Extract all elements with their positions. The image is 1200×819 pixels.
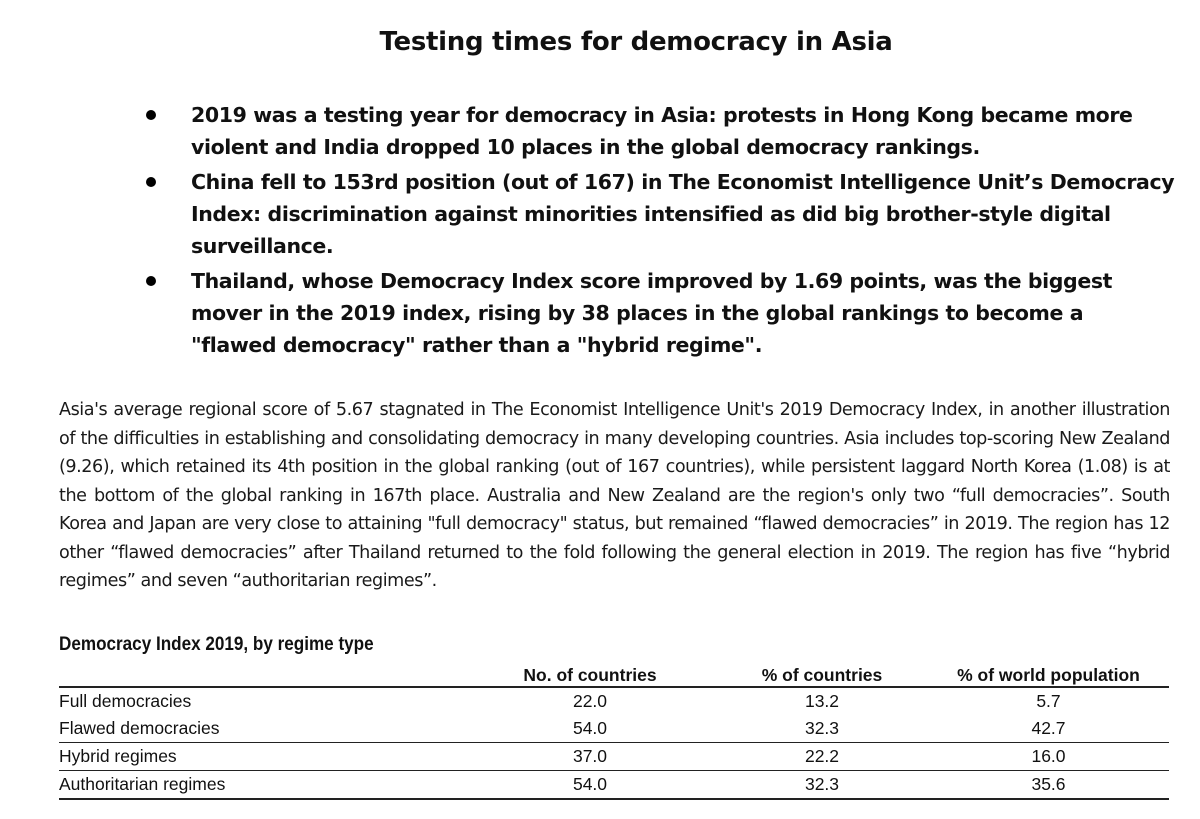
pct-population-cell: 35.6 xyxy=(928,771,1169,800)
countries-cell: 37.0 xyxy=(464,743,716,771)
bullet-icon xyxy=(146,276,156,286)
pct-population-cell: 42.7 xyxy=(928,715,1169,743)
column-header xyxy=(59,658,464,687)
key-point-text: Thailand, whose Democracy Index score improved by 1.69 points, was the biggest mover in the 2019 index, rising by 38 places in the global rankings to become a "flawed democracy" rather than a "hybrid regime". xyxy=(191,269,1113,357)
pct-countries-cell: 22.2 xyxy=(716,743,928,771)
pct-countries-cell: 32.3 xyxy=(716,771,928,800)
regime-label: Flawed democracies xyxy=(59,715,464,743)
key-point xyxy=(140,166,1175,262)
pct-countries-cell: 13.2 xyxy=(804,691,840,711)
pct-countries-cell: 32.3 xyxy=(716,715,928,743)
regime-label: Hybrid regimes xyxy=(59,743,464,771)
page-title: Testing times for democracy in Asia xyxy=(379,27,893,57)
table-title: Democracy Index 2019, by regime type xyxy=(59,634,374,655)
table-header-row xyxy=(59,658,1169,687)
regime-table xyxy=(59,658,1169,800)
bullet-icon xyxy=(146,177,156,187)
column-header: No. of countries xyxy=(464,658,716,687)
table-row xyxy=(59,743,1169,771)
key-point xyxy=(140,99,1175,163)
pct-population-cell: 16.0 xyxy=(928,743,1169,771)
table-row xyxy=(59,771,1169,800)
bullet-icon xyxy=(146,110,156,120)
table-row xyxy=(59,715,1169,743)
key-points-list xyxy=(140,99,1175,364)
key-point-text: 2019 was a testing year for democracy in Asia: protests in Hong Kong became more violent and India dropped 10 places in the global democracy rankings. xyxy=(191,103,1133,159)
key-point xyxy=(140,265,1175,361)
countries-cell: 22.0 xyxy=(572,691,608,711)
countries-cell: 54.0 xyxy=(464,715,716,743)
summary-paragraph: Asia's average regional score of 5.67 stagnated in The Economist Intelligence Unit's 2019 Democracy Index, in another illustration of the difficulties in establishing and consolidating democracy in many developing countries. Asia includes top-scoring New Zealand (9.26), which retained its 4th position in the global ranking (out of 167 countries), while persistent laggard North Korea (1.08) is at the bottom of the global ranking in 167th place. Australia and New Zealand are the region's only two “full democracies”. South Korea and Japan are very close to attaining "full democracy" status, but remained “flawed democracies” in 2019. The region has 12 other “flawed democracies” after Thailand returned to the fold following the general election in 2019. The region has five “hybrid regimes” and seven “authoritarian regimes”. xyxy=(59,400,1170,591)
countries-cell: 54.0 xyxy=(464,771,716,800)
regime-label: Authoritarian regimes xyxy=(59,771,464,800)
table-row xyxy=(59,687,1169,715)
key-point-text: China fell to 153rd position (out of 167) in The Economist Intelligence Unit’s Democracy Index: discrimination against minorities intensified as did big brother-style digital surveillance. xyxy=(191,170,1175,258)
column-header: % of countries xyxy=(716,658,928,687)
regime-label: Full democracies xyxy=(59,691,192,711)
column-header: % of world population xyxy=(928,658,1169,687)
pct-population-cell: 5.7 xyxy=(1036,691,1061,711)
